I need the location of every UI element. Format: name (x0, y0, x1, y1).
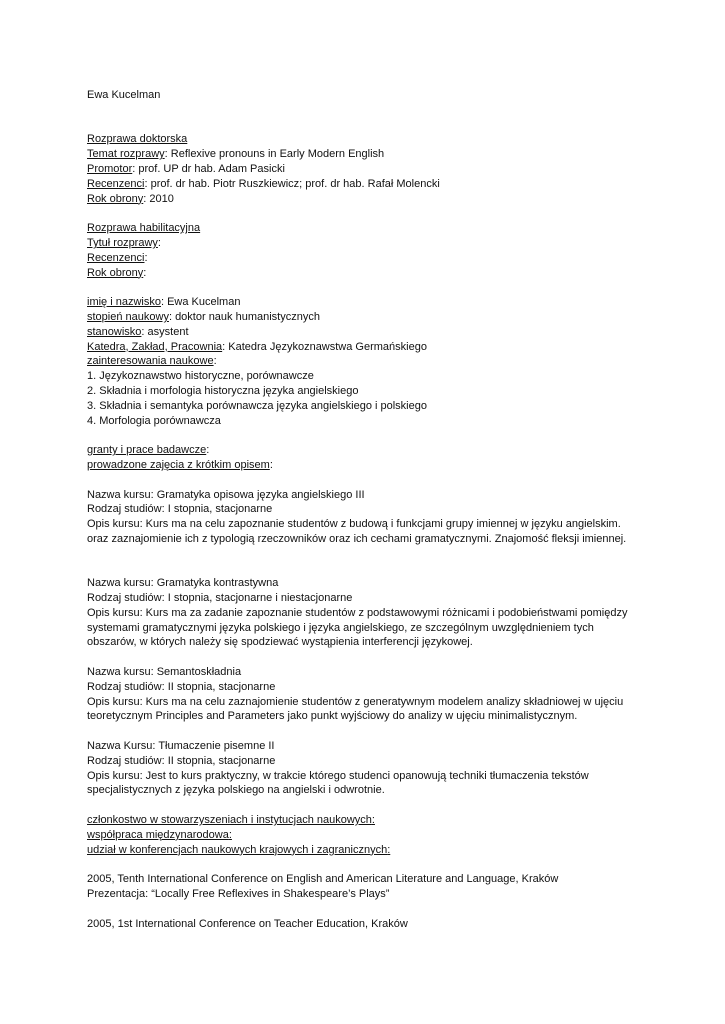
cooperation-label: współpraca międzynarodowa (87, 828, 229, 841)
course-desc-line: obszarów, w których należy się spodziewać wystąpienia interferencji językowej. (87, 636, 473, 649)
membership-colon: : (371, 814, 375, 827)
course-desc-line: teoretycznym Principles and Parameters jako punkt wyjściowy do analizy w ujęciu minimalistycznym. (87, 710, 578, 723)
phd-reviewers-value: : prof. dr hab. Piotr Ruszkiewicz; prof. dr hab. Rafał Molencki (144, 177, 440, 190)
course-name: Nazwa kursu: Semantoskładnia (87, 666, 242, 679)
profile-section (87, 295, 707, 428)
course-desc-line: Opis kursu: Kurs ma na celu zaznajomienie studentów z generatywnym modelem analizy składniowej w ujęciu (87, 695, 624, 708)
habil-title-value: : (157, 236, 161, 249)
interest-item: 2. Składnia i morfologia historyczna języka angielskiego (87, 384, 359, 397)
course-block (87, 576, 707, 650)
habil-section (87, 221, 707, 280)
phd-year-row (87, 192, 707, 207)
course-desc-line: Opis kursu: Jest to kurs praktyczny, w trakcie którego studenci opanowują techniki tłumaczenia tekstów (87, 769, 589, 782)
profile-position-value: : asystent (141, 325, 189, 338)
habil-heading: Rozprawa habilitacyjna (87, 222, 201, 235)
conferences-label: udział w konferencjach naukowych krajowych i zagranicznych (87, 843, 388, 856)
conferences-colon: : (387, 843, 391, 856)
profile-interests-colon: : (213, 355, 217, 368)
phd-promotor-value: : prof. UP dr hab. Adam Pasicki (132, 162, 285, 175)
habil-year-label: Rok obrony (87, 266, 144, 279)
cooperation-colon: : (228, 828, 232, 841)
profile-unit-row (87, 340, 707, 355)
interest-item: 4. Morfologia porównawcza (87, 414, 221, 427)
habil-reviewers-row (87, 251, 707, 266)
profile-name-label: imię i nazwisko (87, 296, 161, 309)
membership-row (87, 813, 707, 828)
phd-reviewers-row (87, 177, 707, 192)
course-type: Rodzaj studiów: I stopnia, stacjonarne (87, 503, 273, 516)
conference-entry (87, 917, 707, 932)
grants-colon: : (206, 444, 210, 457)
course-name: Nazwa Kursu: Tłumaczenie pisemne II (87, 740, 275, 753)
course-desc-line: specjalistycznych z języka polskiego na angielski i odwrotnie. (87, 784, 385, 797)
course-name: Nazwa kursu: Gramatyka kontrastywna (87, 577, 279, 590)
habil-year-value: : (143, 266, 147, 279)
cooperation-row (87, 828, 707, 843)
phd-year-label: Rok obrony (87, 192, 144, 205)
profile-degree-row (87, 310, 707, 325)
profile-degree-label: stopień naukowy (87, 310, 169, 323)
profile-unit-value: : Katedra Językoznawstwa Germańskiego (222, 340, 427, 353)
phd-year-value: : 2010 (143, 192, 174, 205)
phd-reviewers-label: Recenzenci (87, 177, 145, 190)
course-type: Rodzaj studiów: II stopnia, stacjonarne (87, 680, 276, 693)
profile-interests-label: zainteresowania naukowe (87, 355, 214, 368)
phd-topic-label: Temat rozprawy (87, 148, 165, 161)
conference-presentation: Prezentacja: “Locally Free Reflexives in Shakespeare’s Plays” (87, 888, 390, 901)
phd-topic-value: : Reflexive pronouns in Early Modern English (164, 148, 385, 161)
grants-row (87, 443, 707, 458)
habil-title-label: Tytuł rozprawy (87, 236, 158, 249)
course-desc-line: systemami gramatycznymi języka polskiego i języka angielskiego, ze szczególnym uwzględnieniem tych (87, 621, 594, 634)
phd-section (87, 132, 707, 206)
phd-promotor-label: Promotor (87, 162, 133, 175)
grants-label: granty i prace badawcze (87, 444, 207, 457)
course-type: Rodzaj studiów: I stopnia, stacjonarne i niestacjonarne (87, 592, 353, 605)
course-desc-line: Opis kursu: Kurs ma na celu zapoznanie studentów z budową i funkcjami grupy imiennej w języku angielskim. (87, 518, 621, 531)
profile-name-value: : Ewa Kucelman (160, 296, 241, 309)
profile-degree-value: : doktor nauk humanistycznych (168, 310, 320, 323)
conference-line: 2005, Tenth International Conference on English and American Literature and Language, Kraków (87, 873, 559, 886)
course-desc-line: Opis kursu: Kurs ma za zadanie zapoznanie studentów z podstawowymi różnicami i podobieństwami pomiędzy (87, 606, 628, 619)
course-desc-line: oraz zaznajomienie ich z typologią rzeczowników oraz ich cechami gramatycznymi. Znajomość fleksji imiennej. (87, 532, 627, 545)
courses-row (87, 458, 707, 473)
interest-item: 3. Składnia i semantyka porównawcza języka angielskiego i polskiego (87, 399, 427, 412)
habil-reviewers-label: Recenzenci (87, 251, 145, 264)
course-type: Rodzaj studiów: II stopnia, stacjonarne (87, 754, 276, 767)
profile-name-row (87, 295, 707, 310)
courses-colon: : (269, 458, 273, 471)
course-name: Nazwa kursu: Gramatyka opisowa języka angielskiego III (87, 488, 365, 501)
profile-unit-label: Katedra, Zakład, Pracownia (87, 340, 223, 353)
conference-line: 2005, 1st International Conference on Teacher Education, Kraków (87, 917, 408, 930)
phd-heading: Rozprawa doktorska (87, 133, 188, 146)
habil-reviewers-value: : (144, 251, 148, 264)
profile-position-label: stanowisko (87, 325, 142, 338)
profile-interests-row (87, 354, 707, 369)
conferences-row (87, 843, 707, 858)
courses-label: prowadzone zajęcia z krótkim opisem (87, 458, 270, 471)
author-name: Ewa Kucelman (87, 89, 161, 101)
conference-entry (87, 872, 707, 902)
phd-promotor-row (87, 162, 707, 177)
habil-year-row (87, 266, 707, 281)
course-block (87, 488, 707, 547)
habil-title-row (87, 236, 707, 251)
document-page (87, 88, 707, 931)
memberships-section (87, 813, 707, 857)
phd-topic-row (87, 147, 707, 162)
profile-position-row (87, 325, 707, 340)
membership-label: członkostwo w stowarzyszeniach i instytucjach naukowych (87, 814, 372, 827)
course-block (87, 665, 707, 724)
course-block (87, 739, 707, 798)
interest-item: 1. Językoznawstwo historyczne, porównawcze (87, 370, 314, 383)
